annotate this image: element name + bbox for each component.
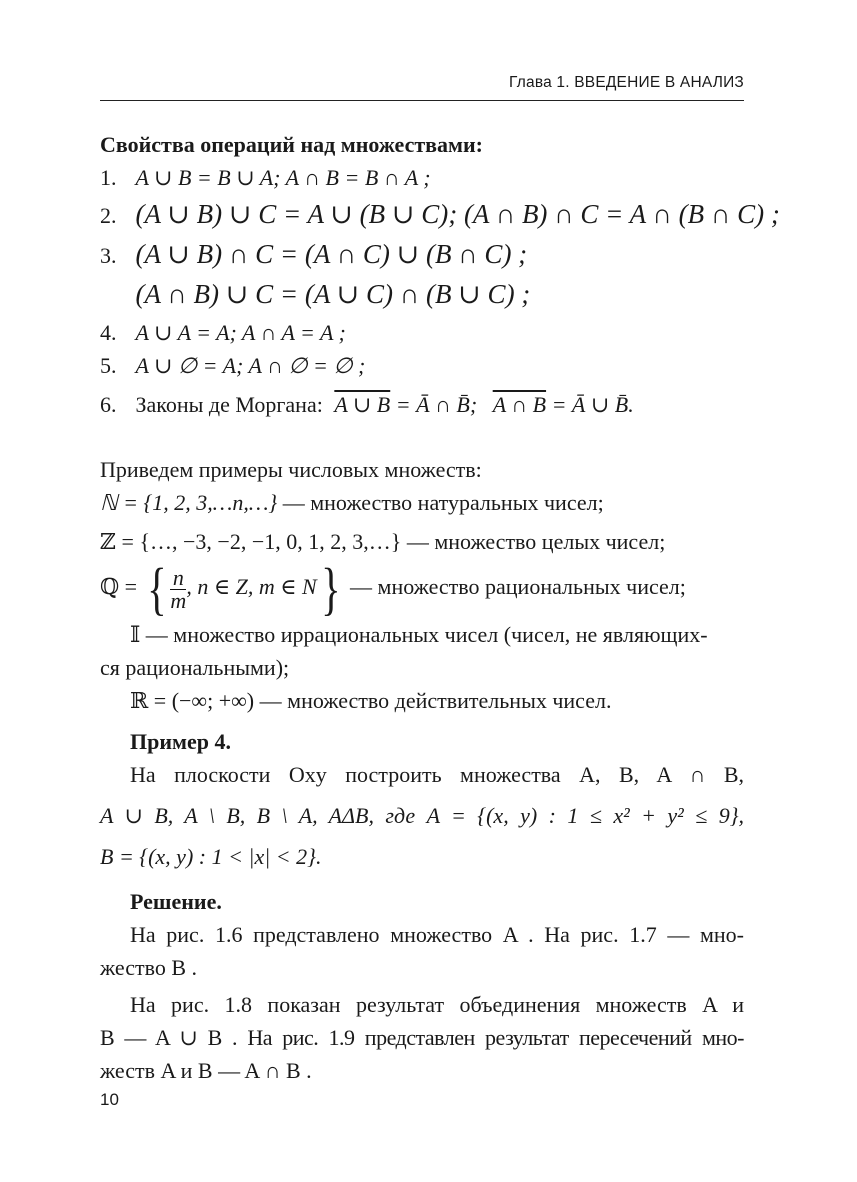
fraction [170,564,187,613]
page-content [100,128,780,1087]
number-sets-intro: Приведем примеры числовых множеств: [100,457,482,482]
formula: (A ∪ B) ∩ C = (A ∩ C) ∪ (B ∩ C) ; [135,239,528,269]
real-numbers [100,684,744,717]
formula: A ∪ B = B ∪ A; A ∩ B = B ∩ A ; [135,165,431,190]
solution-p1-line-2: жество B . [100,955,198,980]
rational-lhs: ℚ = [100,574,138,600]
item-number: 5. [100,353,117,378]
right-brace: } [320,556,341,621]
integer-numbers [100,525,744,558]
property-item-1 [100,161,744,194]
rational-condition: , n ∈ Z, m ∈ N [186,574,317,600]
demorgan-1-lhs: A ∪ B [334,392,391,417]
formula: (A ∪ B) ∪ C = A ∪ (B ∪ C); (A ∩ B) ∩ C = A ∩ (B ∩ C) ; [135,199,780,229]
demorgan-1-rhs: = Ā ∩ B̄; [395,392,478,417]
left-brace: { [146,556,167,621]
integer-formula: ℤ = {…, −3, −2, −1, 0, 1, 2, 3,…} [100,529,402,554]
irrational-symbol: 𝕀 [130,622,141,647]
solution-p1-line-1: На рис. 1.6 представлено множество A . На рис. 1.7 — мно- [130,922,744,947]
item-number: 4. [100,320,117,345]
example-title: Пример 4. [130,729,232,754]
integer-text: — множество целых чисел; [401,529,666,554]
fraction-numerator: n [170,567,186,590]
properties-title: Свойства операций над множествами: [100,132,484,157]
real-text: — множество действительных чисел. [254,688,612,713]
formula: A ∪ A = A; A ∩ A = A ; [135,320,346,345]
rational-text: — множество рациональных чисел; [344,574,686,600]
example-line-1: На плоскости Oxy построить множества A, B, A ∩ B, [130,762,744,787]
running-header [100,70,744,101]
fraction-denominator: m [170,587,187,613]
solution-p2-line-1: На рис. 1.8 показан результат объединения множеств A и [130,992,744,1017]
example-line-3: B = {(x, y) : 1 < |x| < 2}. [100,844,322,869]
item-number: 6. [100,392,117,417]
irrational-text-1: — множество иррациональных чисел (чисел, не являющих- [140,622,708,647]
demorgan-2-lhs: A ∩ B [492,392,547,417]
property-item-5 [100,349,744,382]
property-item-4 [100,316,744,349]
property-item-2 [100,198,780,232]
real-formula: ℝ = (−∞; +∞) [130,688,255,713]
formula: A ∪ ∅ = A; A ∩ ∅ = ∅ ; [135,353,366,378]
rational-numbers [100,556,744,621]
natural-text: — множество натуральных чисел; [277,490,604,515]
irrational-continuation: ся рациональными); [100,655,290,680]
page-number: 10 [100,1090,119,1109]
solution-title: Решение. [130,889,222,914]
demorgan-2-rhs: = Ā ∪ B̄. [551,392,634,417]
property-item-3 [100,238,744,272]
irrational-numbers [100,618,744,651]
example-line-2: A ∪ B, A \ B, B \ A, AΔB, где A = {(x, y) : 1 ≤ x² + y² ≤ 9}, [100,803,744,828]
item-number: 3. [100,243,117,268]
natural-numbers [100,486,744,519]
solution-p2-line-3: жеств A и B — A ∩ B . [100,1058,312,1083]
solution-p2-line-2: B — A ∪ B . На рис. 1.9 представлен результат пересечений мно- [100,1025,744,1050]
chapter-title: Глава 1. ВВЕДЕНИЕ В АНАЛИЗ [509,74,744,91]
item-number: 1. [100,165,117,190]
item-number: 2. [100,203,117,228]
property-item-3b [100,278,744,312]
property-item-6 [100,388,744,421]
formula: (A ∩ B) ∪ C = (A ∪ C) ∩ (B ∪ C) ; [135,279,531,309]
demorgan-label: Законы де Моргана: [135,392,323,417]
natural-formula: ℕ = {1, 2, 3,…n,…} [100,490,278,515]
